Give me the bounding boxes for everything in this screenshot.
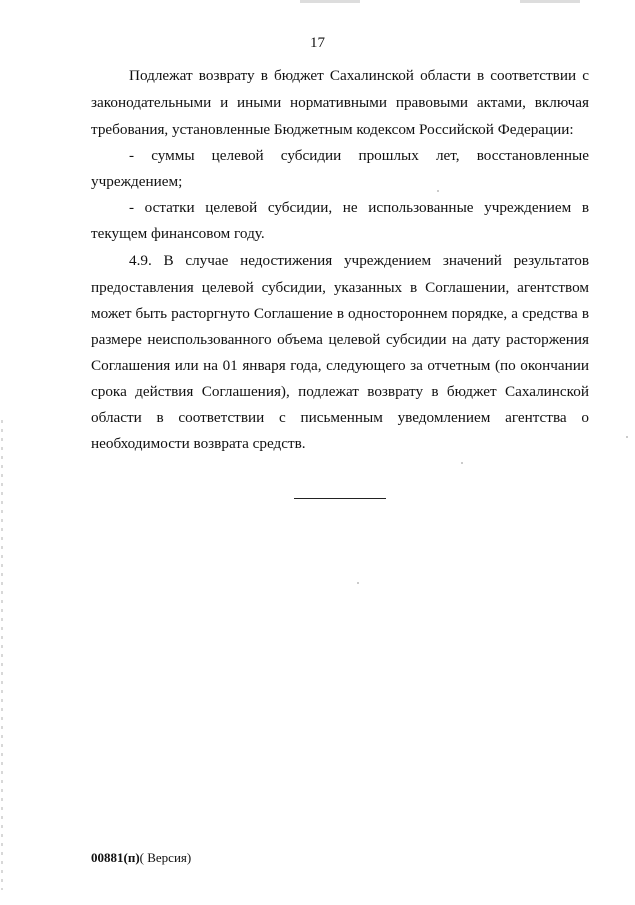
- paragraph-1-line-3: требования, установленные Бюджетным кодексом Российской Федерации:: [91, 121, 574, 138]
- paragraph-2-line-3: может быть расторгнуто Соглашение в одностороннем порядке, а средства в: [91, 305, 589, 322]
- document-code-suffix: ( Версия): [139, 850, 192, 865]
- paragraph-1-line-2: законодательными и иными нормативными правовыми актами, включая: [91, 94, 589, 111]
- paragraph-2-line-7: области в соответствии с письменным уведомлением агентства о: [91, 409, 589, 426]
- scan-speck: [626, 436, 628, 438]
- scan-edge-artifact: [1, 420, 3, 890]
- document-code-number: 00881(п): [91, 850, 140, 865]
- paragraph-1-line-1: Подлежат возврату в бюджет Сахалинской области в соответствии с: [129, 67, 589, 84]
- paragraph-2-line-5: Соглашения или на 01 января года, следующего за отчетным (по окончании: [91, 357, 589, 374]
- paragraph-2-line-1: 4.9. В случае недостижения учреждением значений результатов: [129, 252, 589, 269]
- page-number: 17: [310, 35, 325, 51]
- bullet-2-line-1: - остатки целевой субсидии, не использованные учреждением в: [129, 199, 589, 216]
- end-separator-line: [294, 498, 386, 499]
- bullet-1-line-2: учреждением;: [91, 173, 183, 190]
- scan-artifact: [300, 0, 360, 3]
- scan-speck: [461, 462, 463, 464]
- scan-artifact: [520, 0, 580, 3]
- document-code: [91, 850, 191, 866]
- paragraph-2-line-4: размере неиспользованного объема целевой субсидии на дату расторжения: [91, 331, 589, 348]
- paragraph-2-line-2: предоставления целевой субсидии, указанных в Соглашении, агентством: [91, 279, 589, 296]
- scan-speck: [437, 190, 439, 192]
- paragraph-2-line-6: срока действия Соглашения), подлежат возврату в бюджет Сахалинской: [91, 383, 589, 400]
- bullet-2-line-2: текущем финансовом году.: [91, 225, 265, 242]
- scan-speck: [357, 582, 359, 584]
- paragraph-2-line-8: необходимости возврата средств.: [91, 435, 306, 452]
- bullet-1-line-1: - суммы целевой субсидии прошлых лет, восстановленные: [129, 147, 589, 164]
